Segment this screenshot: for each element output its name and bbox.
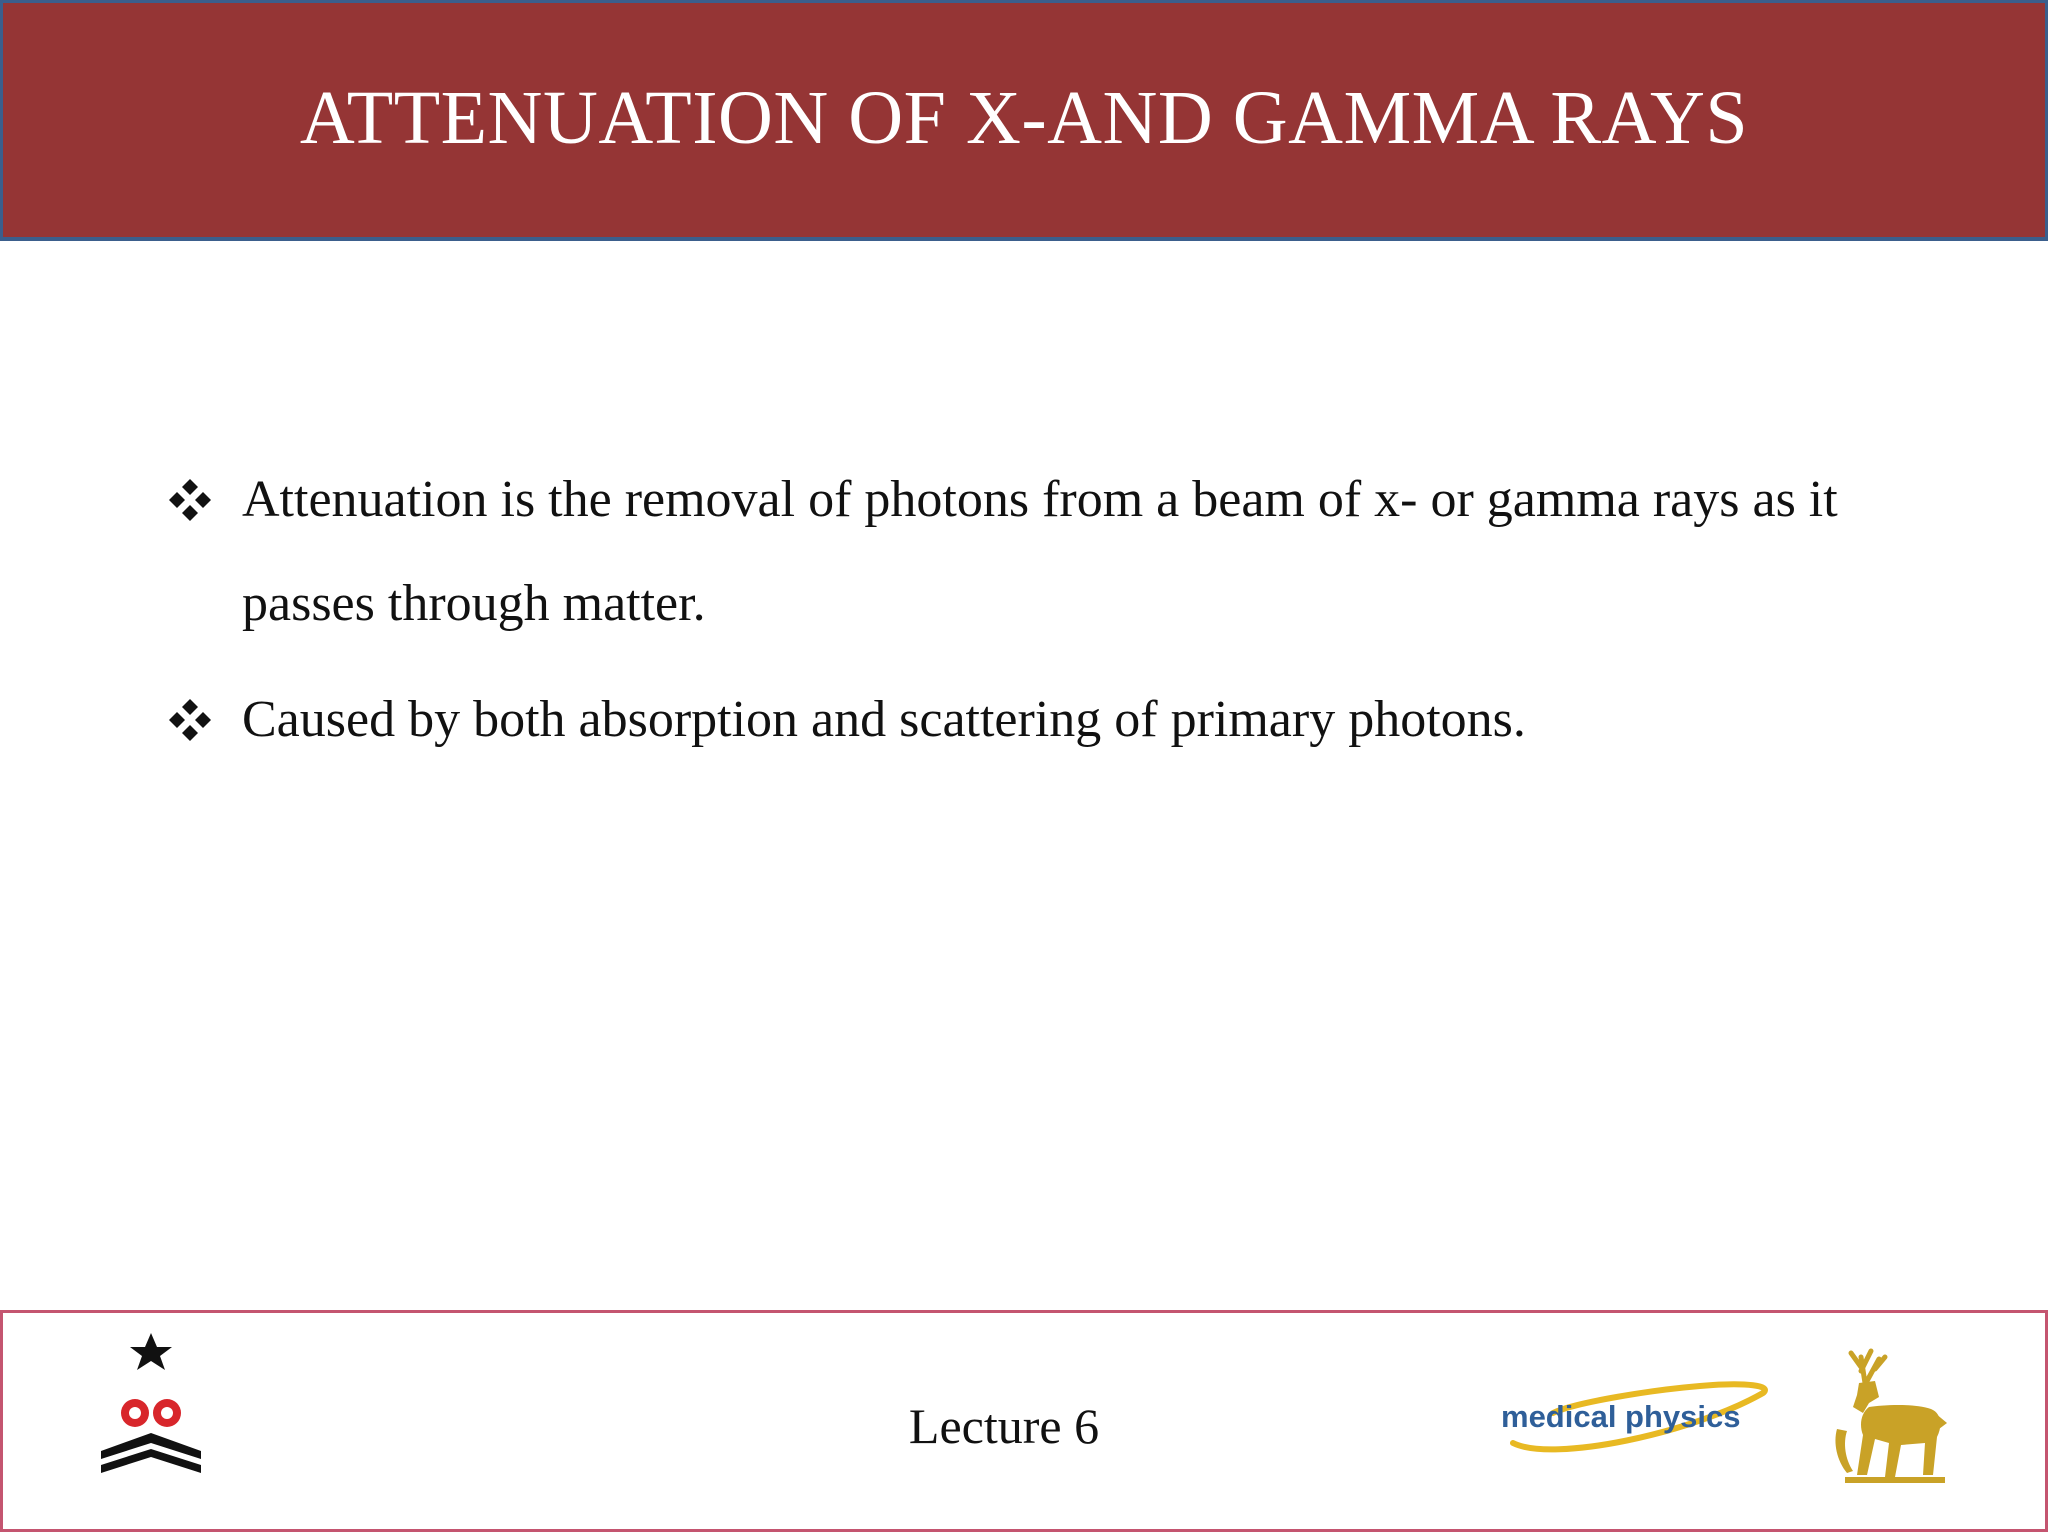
slide-title: ATTENUATION OF X-AND GAMMA RAYS [299,75,1749,160]
four-diamond-bullet-icon [168,448,242,552]
slide-footer [0,1310,2048,1532]
deer-emblem-logo [1823,1343,1953,1493]
bullet-text: Attenuation is the removal of photons from a beam of x- or gamma rays as it passes through matter. [242,471,1838,632]
lecture-label: Lecture 6 [908,1398,1100,1454]
medical-physics-logo-text: medical physics [1501,1399,1741,1434]
bullet-item [168,448,1888,656]
slide-title-bar [0,0,2048,241]
four-diamond-bullet-icon [168,668,242,772]
slide-content [168,448,1888,784]
bullet-item [168,668,1888,772]
bullet-text: Caused by both absorption and scattering of primary photons. [242,691,1526,748]
medical-physics-logo [1493,1363,1783,1463]
